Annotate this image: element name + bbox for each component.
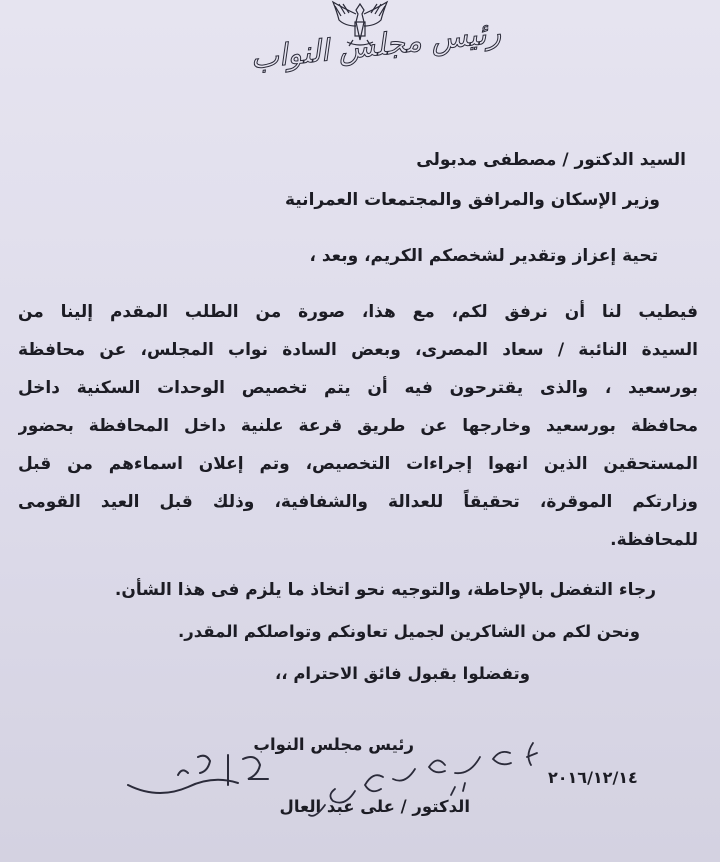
signatory-title: رئيس مجلس النواب: [253, 735, 414, 754]
greeting: تحية إعزاز وتقدير لشخصكم الكريم، وبعد ،: [309, 246, 658, 266]
letter-date: ٢٠١٦/١٢/١٤: [548, 768, 638, 787]
letter-body: [18, 296, 698, 562]
letterhead-title: رئيس مجلس النواب: [248, 15, 503, 77]
body-line: فيطيب لنا أن نرفق لكم، مع هذا، صورة من الطلب المقدم إلينا من: [18, 302, 698, 322]
signatory-name: الدكتور / على عبد العال: [279, 797, 470, 816]
body-line: وزارتكم الموقرة، تحقيقاً للعدالة والشفافية، وذلك قبل العيد القومى: [18, 492, 698, 512]
addressee-title: وزير الإسكان والمرافق والمجتمعات العمرانية: [284, 190, 660, 210]
body-line: السيدة النائبة / سعاد المصرى، وبعض السادة نواب المجلس، عن محافظة: [18, 340, 698, 360]
body-line: بورسعيد ، والذى يقترحون فيه أن يتم تخصيص الوحدات السكنية داخل: [18, 378, 698, 398]
handwritten-signature: [118, 745, 288, 805]
body-line: للمحافظة.: [610, 530, 698, 550]
thanks-line: ونحن لكم من الشاكرين لجميل تعاونكم وتواصلكم المقدر.: [178, 622, 640, 641]
letterhead: [248, 0, 503, 100]
handwritten-annotation: [305, 735, 545, 830]
closing-line: وتفضلوا بقبول فائق الاحترام ،،: [275, 664, 530, 683]
body-line: المستحقين الذين انهوا إجراءات التخصيص، وتم إعلان اسماءهم من قبل: [18, 454, 698, 474]
request-line: رجاء التفضل بالإحاطة، والتوجيه نحو اتخاذ ما يلزم فى هذا الشأن.: [114, 580, 656, 600]
body-line: محافظة بورسعيد وخارجها عن طريق قرعة علنية داخل المحافظة بحضور: [18, 416, 698, 436]
addressee-name: السيد الدكتور / مصطفى مدبولى: [416, 150, 686, 170]
